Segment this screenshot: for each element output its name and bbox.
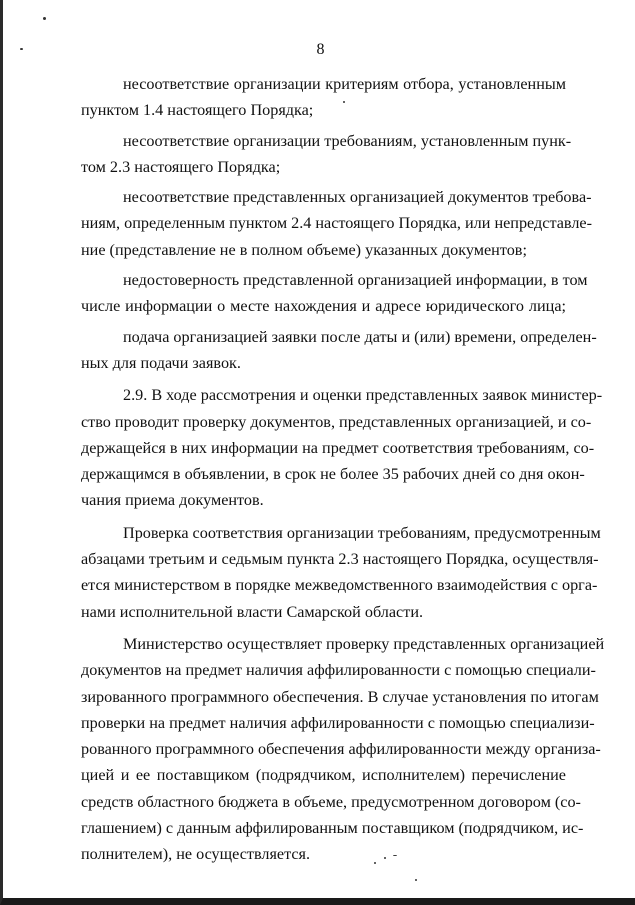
text-line: держащимся в объявлении, в срок не более 35 рабочих дней со дня окон- xyxy=(81,465,585,484)
text-line: пунктом 1.4 настоящего Порядка; xyxy=(81,101,314,120)
text-line: подача организацией заявки после даты и (или) времени, определен- xyxy=(123,327,597,346)
paragraph-affiliation-check xyxy=(81,631,605,868)
page-number: 8 xyxy=(316,41,325,58)
text-line: глашением) с данным аффилированным поставщиком (подрядчиком, ис- xyxy=(81,819,584,838)
text-line: числе информации о месте нахождения и адресе юридического лица; xyxy=(81,297,566,316)
document-body xyxy=(81,71,605,868)
text-line: держащейся в них информации на предмет соответствия требованиям, со- xyxy=(81,438,595,457)
scan-speck xyxy=(43,17,46,20)
paragraph-interagency-check xyxy=(81,520,601,625)
text-line: зированного программного обеспечения. В случае установления по итогам xyxy=(81,687,599,706)
text-line: ние (представление не в полном объеме) указанных документов; xyxy=(81,240,527,259)
paragraph-unreliable-info xyxy=(81,267,588,320)
paragraph-criteria-mismatch xyxy=(81,71,566,124)
paragraph-documents-mismatch xyxy=(81,184,592,263)
text-line: рованного программного обеспечения аффилированности между организа- xyxy=(81,740,601,759)
text-line: 2.9. В ходе рассмотрения и оценки представленных заявок министер- xyxy=(123,386,603,405)
paragraph-late-submission xyxy=(81,324,597,377)
text-line: несоответствие организации требованиям, установленным пунк- xyxy=(123,131,572,150)
paragraph-requirements-mismatch xyxy=(81,128,572,181)
text-line: чания приема документов. xyxy=(81,491,264,510)
text-line: ство проводит проверку документов, представленных организацией, и со- xyxy=(81,412,592,431)
text-line: средств областного бюджета в объеме, предусмотренном договором (со- xyxy=(81,792,581,811)
scan-speck xyxy=(415,879,417,881)
text-line: несоответствие организации критериям отбора, установленным xyxy=(123,75,566,93)
text-line: полнителем), не осуществляется. xyxy=(81,845,311,864)
text-line: нами исполнительной власти Самарской области. xyxy=(81,602,424,621)
text-line: ниям, определенным пунктом 2.4 настоящего Порядка, или непредставле- xyxy=(81,214,592,233)
text-line: абзацами третьим и седьмым пункта 2.3 настоящего Порядка, осуществля- xyxy=(81,550,599,569)
text-line: Министерство осуществляет проверку представленных организацией xyxy=(123,634,605,653)
text-line: документов на предмет наличия аффилированности с помощью специали- xyxy=(81,661,596,680)
text-line: том 2.3 настоящего Порядка; xyxy=(81,157,281,176)
text-line: несоответствие представленных организацией документов требова- xyxy=(123,188,592,207)
text-line: недостоверность представленной организацией информации, в том xyxy=(123,271,588,290)
text-line: ется министерством в порядке межведомственного взаимодействия с орга- xyxy=(81,576,598,595)
text-line: ных для подачи заявок. xyxy=(81,353,241,372)
text-line: проверки на предмет наличия аффилированности с помощью специализи- xyxy=(81,713,595,732)
text-line: Проверка соответствия организации требованиям, предусмотренным xyxy=(123,523,601,542)
paragraph-section-2-9 xyxy=(81,382,603,513)
text-line: цией и ее поставщиком (подрядчиком, исполнителем) перечисление xyxy=(81,766,566,785)
